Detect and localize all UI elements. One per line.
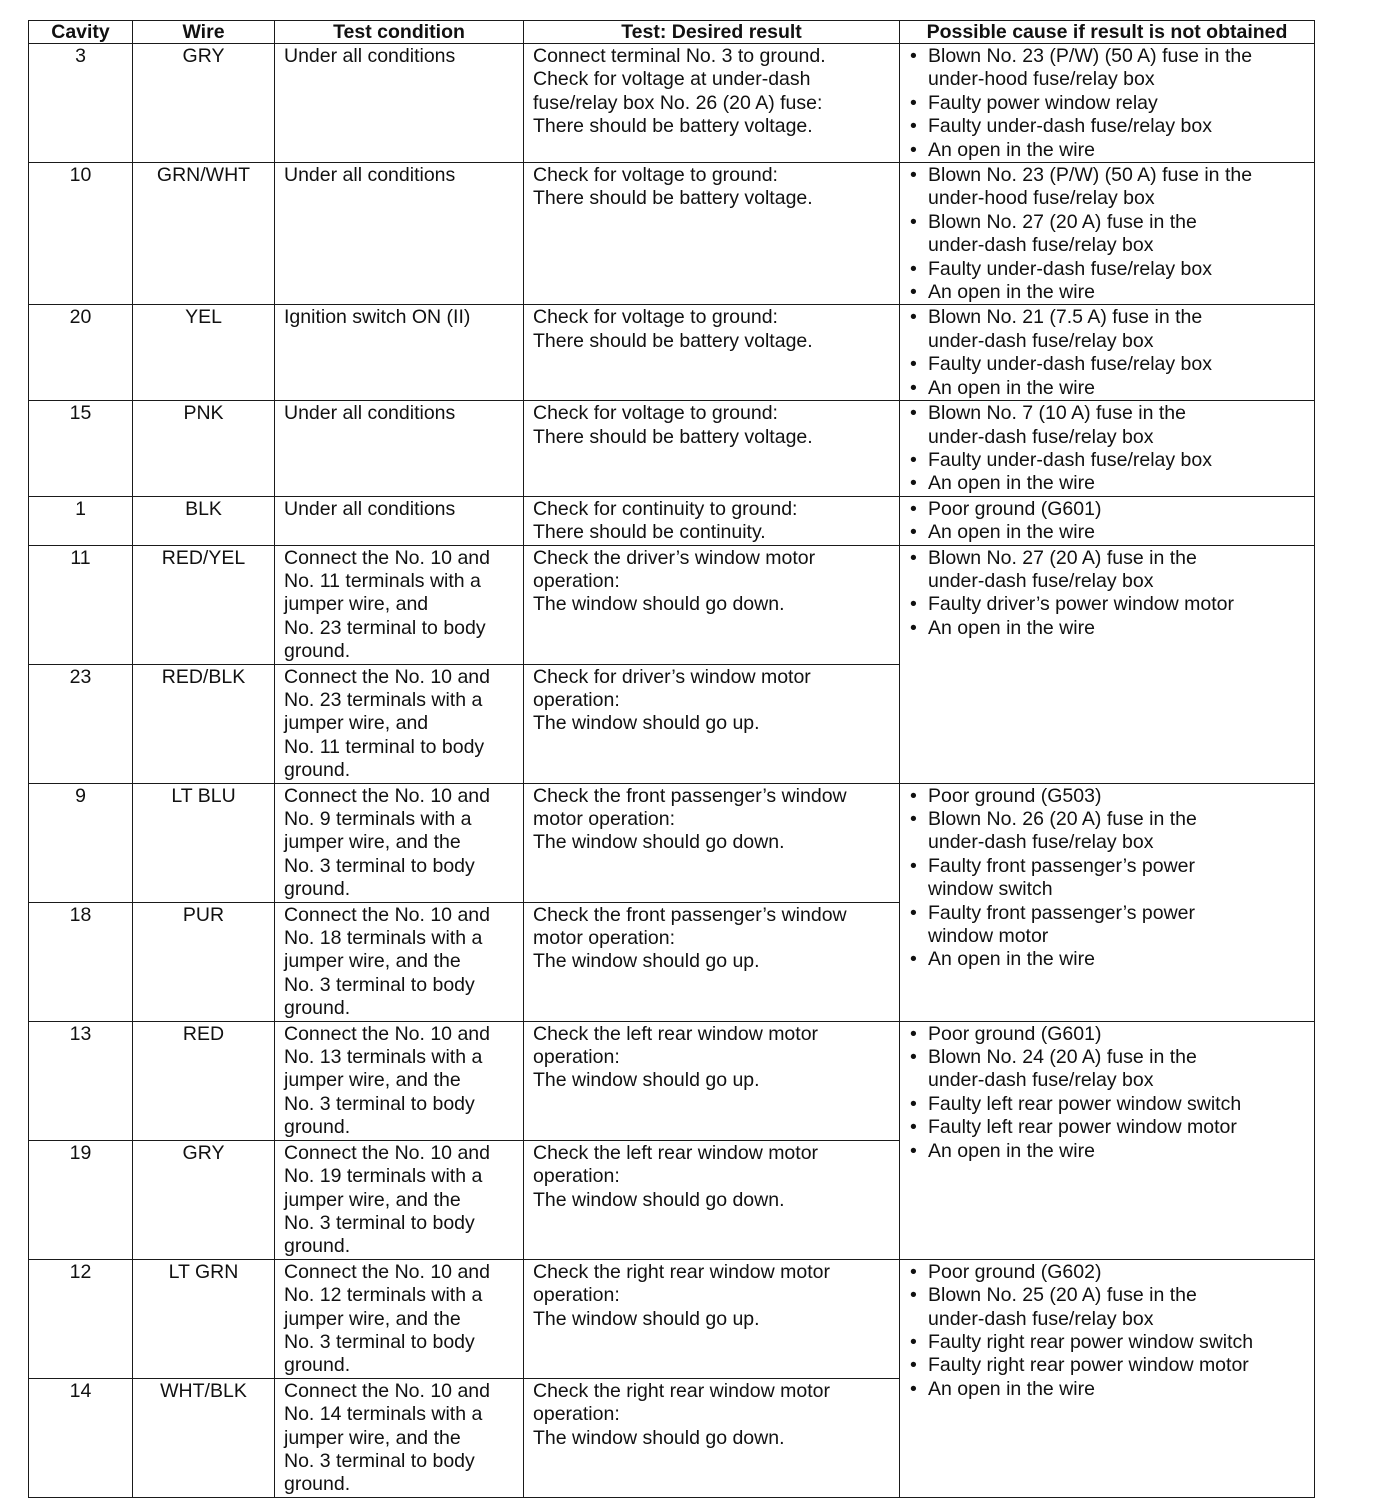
cause-item: • Faulty left rear power window switch [910,1093,1310,1116]
table-row [29,44,1315,163]
possible-cause-cell [900,545,1315,783]
possible-cause-cell [900,1259,1315,1497]
cause-item: • An open in the wire [910,139,1310,162]
test-condition-cell: Ignition switch ON (II) [275,305,524,401]
cause-item: • Poor ground (G503) [910,785,1310,808]
wire-cell: GRY [133,1140,275,1259]
test-condition-cell: Under all conditions [275,401,524,497]
cause-list [910,164,1310,304]
cause-item: • An open in the wire [910,377,1310,400]
table-row [29,305,1315,401]
cavity-cell: 19 [29,1140,133,1259]
cause-item: • Poor ground (G601) [910,1023,1310,1046]
header-cavity: Cavity [29,21,133,44]
table-row [29,783,1315,902]
desired-result-cell: Check the left rear window motor operation: The window should go down. [524,1140,900,1259]
cause-list [910,306,1310,400]
cause-item: • Faulty under-dash fuse/relay box [910,115,1310,138]
test-condition-cell: Connect the No. 10 and No. 9 terminals with a jumper wire, and the No. 3 terminal to body ground. [275,783,524,902]
table-row [29,496,1315,545]
cause-item: • Faulty driver’s power window motor [910,593,1310,616]
wire-cell: RED [133,1021,275,1140]
wire-cell: BLK [133,496,275,545]
header-test-condition: Test condition [275,21,524,44]
possible-cause-cell [900,163,1315,305]
desired-result-cell: Check the front passenger’s window motor operation: The window should go up. [524,902,900,1021]
wire-cell: GRN/WHT [133,163,275,305]
table-row [29,1021,1315,1140]
cause-list [910,45,1310,162]
header-wire: Wire [133,21,275,44]
cause-item: • An open in the wire [910,948,1310,971]
cause-item: • Blown No. 25 (20 A) fuse in the under-dash fuse/relay box [910,1284,1310,1331]
possible-cause-cell [900,496,1315,545]
table-body [29,44,1315,1498]
test-condition-cell: Connect the No. 10 and No. 14 terminals with a jumper wire, and the No. 3 terminal to body ground. [275,1378,524,1497]
cause-item: • Blown No. 21 (7.5 A) fuse in the under-dash fuse/relay box [910,306,1310,353]
cause-item: • An open in the wire [910,281,1310,304]
cause-item: • Blown No. 27 (20 A) fuse in the under-dash fuse/relay box [910,211,1310,258]
table-row [29,545,1315,664]
test-condition-cell: Connect the No. 10 and No. 12 terminals with a jumper wire, and the No. 3 terminal to body ground. [275,1259,524,1378]
test-condition-cell: Connect the No. 10 and No. 18 terminals with a jumper wire, and the No. 3 terminal to body ground. [275,902,524,1021]
desired-result-cell: Check for driver’s window motor operation: The window should go up. [524,664,900,783]
cause-list [910,785,1310,972]
possible-cause-cell [900,305,1315,401]
test-condition-cell: Under all conditions [275,496,524,545]
cause-list [910,498,1310,545]
cavity-cell: 10 [29,163,133,305]
cause-item: • Faulty front passenger’s power window motor [910,902,1310,949]
cause-item: • Blown No. 23 (P/W) (50 A) fuse in the under-hood fuse/relay box [910,45,1310,92]
cause-item: • An open in the wire [910,1140,1310,1163]
cause-list [910,402,1310,496]
desired-result-cell: Check the right rear window motor operation: The window should go down. [524,1378,900,1497]
cause-item: • Faulty power window relay [910,92,1310,115]
desired-result-cell: Check the left rear window motor operation: The window should go up. [524,1021,900,1140]
test-condition-cell: Connect the No. 10 and No. 19 terminals with a jumper wire, and the No. 3 terminal to body ground. [275,1140,524,1259]
table-row [29,1259,1315,1378]
cause-item: • An open in the wire [910,521,1310,544]
header-possible-cause: Possible cause if result is not obtained [900,21,1315,44]
cavity-cell: 15 [29,401,133,497]
test-condition-cell: Under all conditions [275,44,524,163]
cavity-cell: 1 [29,496,133,545]
possible-cause-cell [900,44,1315,163]
cause-item: • Faulty right rear power window motor [910,1354,1310,1377]
cause-item: • Faulty under-dash fuse/relay box [910,353,1310,376]
cause-item: • An open in the wire [910,472,1310,495]
wire-cell: WHT/BLK [133,1378,275,1497]
wire-cell: PNK [133,401,275,497]
cavity-cell: 3 [29,44,133,163]
wiring-test-table [28,20,1315,1498]
desired-result-cell: Connect terminal No. 3 to ground. Check for voltage at under-dash fuse/relay box No. 26 (20 A) fuse: There should be battery voltage. [524,44,900,163]
desired-result-cell: Check the front passenger’s window motor operation: The window should go down. [524,783,900,902]
cavity-cell: 14 [29,1378,133,1497]
cause-item: • Blown No. 7 (10 A) fuse in the under-dash fuse/relay box [910,402,1310,449]
wire-cell: RED/BLK [133,664,275,783]
test-condition-cell: Connect the No. 10 and No. 11 terminals with a jumper wire, and No. 23 terminal to body ground. [275,545,524,664]
cavity-cell: 20 [29,305,133,401]
desired-result-cell: Check for voltage to ground: There should be battery voltage. [524,401,900,497]
wire-cell: RED/YEL [133,545,275,664]
test-condition-cell: Connect the No. 10 and No. 13 terminals with a jumper wire, and the No. 3 terminal to body ground. [275,1021,524,1140]
cause-list [910,547,1310,641]
possible-cause-cell [900,401,1315,497]
cause-item: • An open in the wire [910,617,1310,640]
cause-item: • Faulty under-dash fuse/relay box [910,258,1310,281]
possible-cause-cell [900,1021,1315,1259]
cause-list [910,1023,1310,1163]
possible-cause-cell [900,783,1315,1021]
wire-cell: PUR [133,902,275,1021]
cavity-cell: 11 [29,545,133,664]
desired-result-cell: Check the right rear window motor operation: The window should go up. [524,1259,900,1378]
cause-item: • Blown No. 26 (20 A) fuse in the under-dash fuse/relay box [910,808,1310,855]
cause-item: • Poor ground (G601) [910,498,1310,521]
cause-item: • Faulty front passenger’s power window switch [910,855,1310,902]
cause-item: • An open in the wire [910,1378,1310,1401]
wire-cell: YEL [133,305,275,401]
cavity-cell: 23 [29,664,133,783]
cavity-cell: 13 [29,1021,133,1140]
desired-result-cell: Check for voltage to ground: There should be battery voltage. [524,305,900,401]
header-row [29,21,1315,44]
cavity-cell: 9 [29,783,133,902]
cause-item: • Faulty left rear power window motor [910,1116,1310,1139]
cause-item: • Blown No. 24 (20 A) fuse in the under-dash fuse/relay box [910,1046,1310,1093]
table-row [29,163,1315,305]
cause-item: • Poor ground (G602) [910,1261,1310,1284]
table-header [29,21,1315,44]
cause-item: • Faulty right rear power window switch [910,1331,1310,1354]
cause-item: • Blown No. 27 (20 A) fuse in the under-dash fuse/relay box [910,547,1310,594]
cause-item: • Faulty under-dash fuse/relay box [910,449,1310,472]
cavity-cell: 12 [29,1259,133,1378]
table-row [29,401,1315,497]
header-desired-result: Test: Desired result [524,21,900,44]
cavity-cell: 18 [29,902,133,1021]
wire-cell: LT GRN [133,1259,275,1378]
test-condition-cell: Connect the No. 10 and No. 23 terminals with a jumper wire, and No. 11 terminal to body ground. [275,664,524,783]
cause-item: • Blown No. 23 (P/W) (50 A) fuse in the under-hood fuse/relay box [910,164,1310,211]
wire-cell: LT BLU [133,783,275,902]
test-condition-cell: Under all conditions [275,163,524,305]
cause-list [910,1261,1310,1401]
desired-result-cell: Check the driver’s window motor operation: The window should go down. [524,545,900,664]
desired-result-cell: Check for continuity to ground: There should be continuity. [524,496,900,545]
desired-result-cell: Check for voltage to ground: There should be battery voltage. [524,163,900,305]
wire-cell: GRY [133,44,275,163]
